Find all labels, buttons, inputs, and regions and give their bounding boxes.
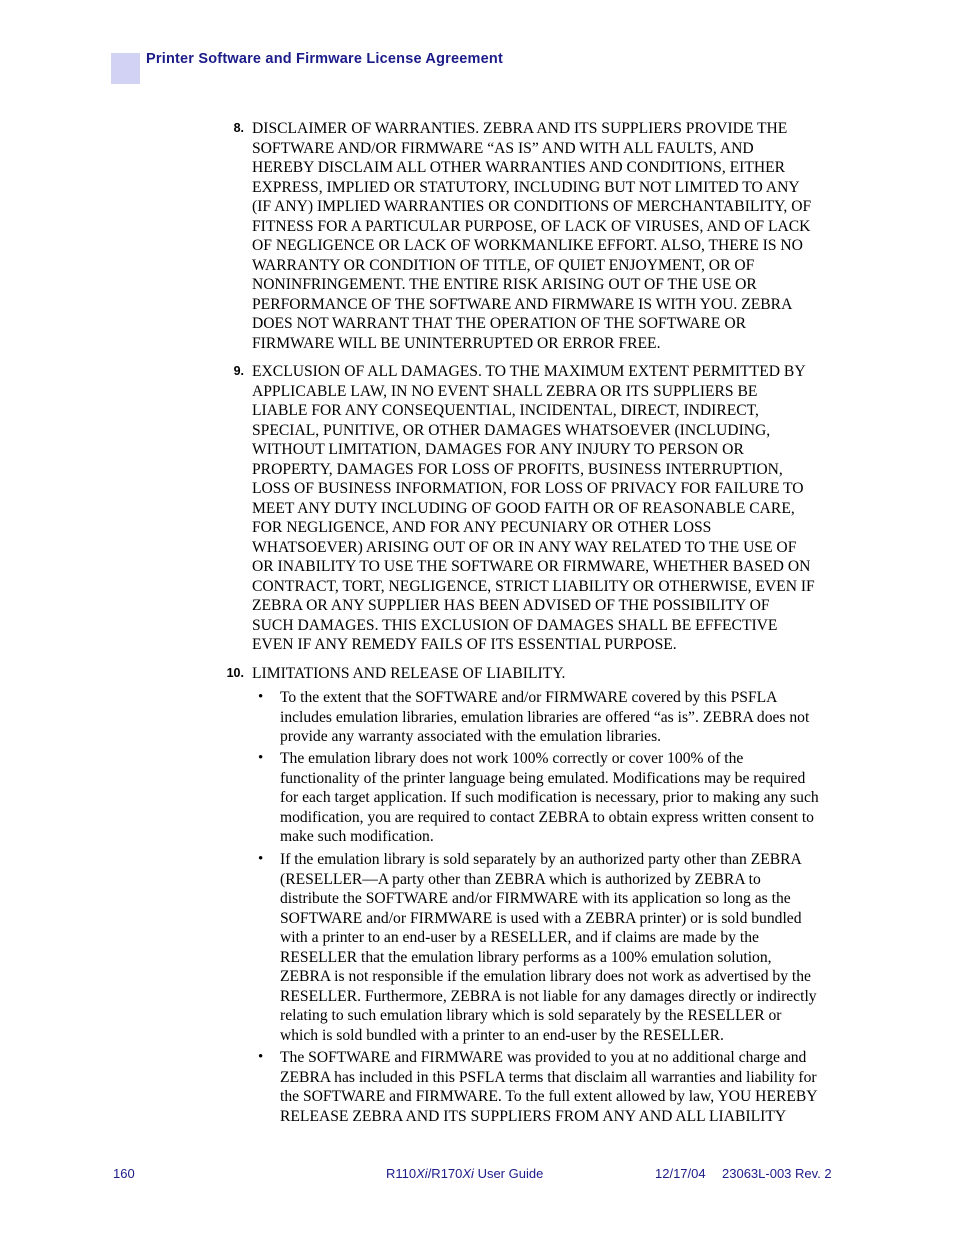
- bullet-text: [280, 688, 845, 747]
- text-line: SOFTWARE and/or FIRMWARE is used with a ZEBRA printer) or is sold bundled: [280, 909, 802, 927]
- bullet-marker: •: [258, 750, 264, 766]
- text-line: ZEBRA OR ANY SUPPLIER HAS BEEN ADVISED OF THE POSSIBILITY OF: [252, 597, 770, 614]
- text-line: CONTRACT, TORT, NEGLIGENCE, STRICT LIABILITY OR OTHERWISE, EVEN IF: [252, 577, 815, 595]
- text-line: RELEASE ZEBRA AND ITS SUPPLIERS FROM ANY AND ALL LIABILITY: [280, 1107, 787, 1125]
- text-line: make such modification.: [280, 828, 434, 845]
- text-line: EXCLUSION OF ALL DAMAGES. TO THE MAXIMUM EXTENT PERMITTED BY: [252, 363, 806, 380]
- text-line: WITHOUT LIMITATION, DAMAGES FOR ANY INJURY TO PERSON OR: [252, 441, 744, 458]
- text-line: APPLICABLE LAW, IN NO EVENT SHALL ZEBRA OR ITS SUPPLIERS BE: [252, 382, 758, 400]
- text-line: EVEN IF ANY REMEDY FAILS OF ITS ESSENTIAL PURPOSE.: [252, 636, 677, 653]
- text-line: DISCLAIMER OF WARRANTIES. ZEBRA AND ITS SUPPLIERS PROVIDE THE: [252, 120, 788, 137]
- text-line: for each target application. If such modification is necessary, prior to making any such: [280, 789, 819, 806]
- bullet-marker: •: [258, 851, 264, 867]
- bullet-text: [280, 850, 845, 1045]
- guide-title: [386, 1166, 543, 1181]
- text-line: ZEBRA has included in this PSFLA terms that disclaim all warranties and liability for: [280, 1068, 817, 1086]
- page-number: 160: [113, 1166, 135, 1181]
- text-line: (IF ANY) IMPLIED WARRANTIES OR CONDITIONS OF MERCHANTABILITY, OF: [252, 198, 812, 215]
- header-title: Printer Software and Firmware License Agreement: [146, 51, 503, 67]
- text-line: SPECIAL, PUNITIVE, OR OTHER DAMAGES WHATSOEVER (INCLUDING,: [252, 421, 771, 439]
- text-line: NONINFRINGEMENT. THE ENTIRE RISK ARISING OUT OF THE USE OR: [252, 276, 757, 293]
- text-line: WHATSOEVER) ARISING OUT OF OR IN ANY WAY RELATED TO THE USE OF: [252, 538, 797, 556]
- bullet-marker: •: [258, 1049, 264, 1065]
- text-line: modification, you are required to contact ZEBRA to obtain express written consent to: [280, 808, 814, 826]
- text-line: HEREBY DISCLAIM ALL OTHER WARRANTIES AND CONDITIONS, EITHER: [252, 159, 786, 176]
- text-line: RESELLER. Furthermore, ZEBRA is not liable for any damages directly or indirectly: [280, 987, 817, 1005]
- bullet-text: [280, 749, 845, 847]
- text-line: LIMITATIONS AND RELEASE OF LIABILITY.: [252, 665, 566, 682]
- text-line: The SOFTWARE and FIRMWARE was provided to you at no additional charge and: [280, 1049, 807, 1066]
- section-number: 9.: [233, 364, 244, 378]
- bullet-text: [280, 1048, 845, 1126]
- text-line: LOSS OF BUSINESS INFORMATION, FOR LOSS OF PRIVACY FOR FAILURE TO: [252, 480, 804, 497]
- text-line: ZEBRA is not responsible if the emulation library does not work as advertised by the: [280, 968, 811, 985]
- text-line: SOFTWARE AND/OR FIRMWARE “AS IS” AND WITH ALL FAULTS, AND: [252, 139, 754, 157]
- text-line: FIRMWARE WILL BE UNINTERRUPTED OR ERROR FREE.: [252, 334, 661, 352]
- text-line: WARRANTY OR CONDITION OF TITLE, OF QUIET ENJOYMENT, OR OF: [252, 256, 755, 274]
- text-line: (RESELLER—A party other than ZEBRA which is authorized by ZEBRA to: [280, 870, 761, 888]
- text-line: the SOFTWARE and FIRMWARE. To the full extent allowed by law, YOU HEREBY: [280, 1088, 818, 1105]
- text-line: PROPERTY, DAMAGES FOR LOSS OF PROFITS, BUSINESS INTERRUPTION,: [252, 460, 783, 478]
- text-line: which is sold bundled with a printer to an end-user by the RESELLER.: [280, 1026, 724, 1044]
- guide-title-part: /R170: [427, 1166, 463, 1181]
- text-line: To the extent that the SOFTWARE and/or FIRMWARE covered by this PSFLA: [280, 689, 778, 706]
- guide-title-part: R110: [386, 1166, 417, 1181]
- guide-title-italic: Xi: [462, 1166, 474, 1181]
- guide-title-part: User Guide: [473, 1166, 544, 1181]
- text-line: provide any warranty associated with the emulation libraries.: [280, 728, 662, 745]
- text-line: OF NEGLIGENCE OR LACK OF WORKMANLIKE EFFORT. ALSO, THERE IS NO: [252, 237, 803, 254]
- section-10-text: [252, 664, 842, 684]
- text-line: MEET ANY DUTY INCLUDING OF GOOD FAITH OR OF REASONABLE CARE,: [252, 499, 795, 517]
- text-line: DOES NOT WARRANT THAT THE OPERATION OF THE SOFTWARE OR: [252, 315, 746, 332]
- text-line: distribute the SOFTWARE and/or FIRMWARE with its application so long as the: [280, 890, 791, 907]
- guide-title-italic: Xi: [416, 1166, 428, 1181]
- text-line: EXPRESS, IMPLIED OR STATUTORY, INCLUDING BUT NOT LIMITED TO ANY: [252, 178, 800, 196]
- text-line: with a printer to an end-user by a RESELLER, and if claims are made by the: [280, 929, 759, 946]
- section-number: 8.: [233, 121, 244, 135]
- footer-doc-id: 23063L-003 Rev. 2: [722, 1166, 832, 1181]
- text-line: relating to such emulation library which is sold separately by the RESELLER or: [280, 1007, 782, 1024]
- text-line: FOR NEGLIGENCE, AND FOR ANY PECUNIARY OR OTHER LOSS: [252, 519, 712, 536]
- text-line: If the emulation library is sold separately by an authorized party other than ZEBRA: [280, 851, 802, 868]
- header-accent-box: [111, 53, 140, 84]
- bullet-marker: •: [258, 689, 264, 705]
- text-line: functionality of the printer language being emulated. Modifications may be required: [280, 769, 806, 787]
- text-line: LIABLE FOR ANY CONSEQUENTIAL, INCIDENTAL, DIRECT, INDIRECT,: [252, 402, 759, 419]
- section-9-text: [252, 362, 842, 655]
- section-number: 10.: [226, 666, 244, 680]
- text-line: SUCH DAMAGES. THIS EXCLUSION OF DAMAGES SHALL BE EFFECTIVE: [252, 616, 778, 634]
- text-line: includes emulation libraries, emulation libraries are offered “as is”. ZEBRA does not: [280, 708, 810, 726]
- section-8-text: [252, 119, 842, 353]
- text-line: PERFORMANCE OF THE SOFTWARE AND FIRMWARE IS WITH YOU. ZEBRA: [252, 295, 793, 313]
- text-line: FITNESS FOR A PARTICULAR PURPOSE, OF LACK OF VIRUSES, AND OF LACK: [252, 217, 811, 235]
- text-line: RESELLER that the emulation library performs as a 100% emulation solution,: [280, 948, 772, 966]
- text-line: OR INABILITY TO USE THE SOFTWARE OR FIRMWARE, WHETHER BASED ON: [252, 558, 811, 575]
- text-line: The emulation library does not work 100% correctly or cover 100% of the: [280, 750, 744, 767]
- footer-date: 12/17/04: [655, 1166, 706, 1181]
